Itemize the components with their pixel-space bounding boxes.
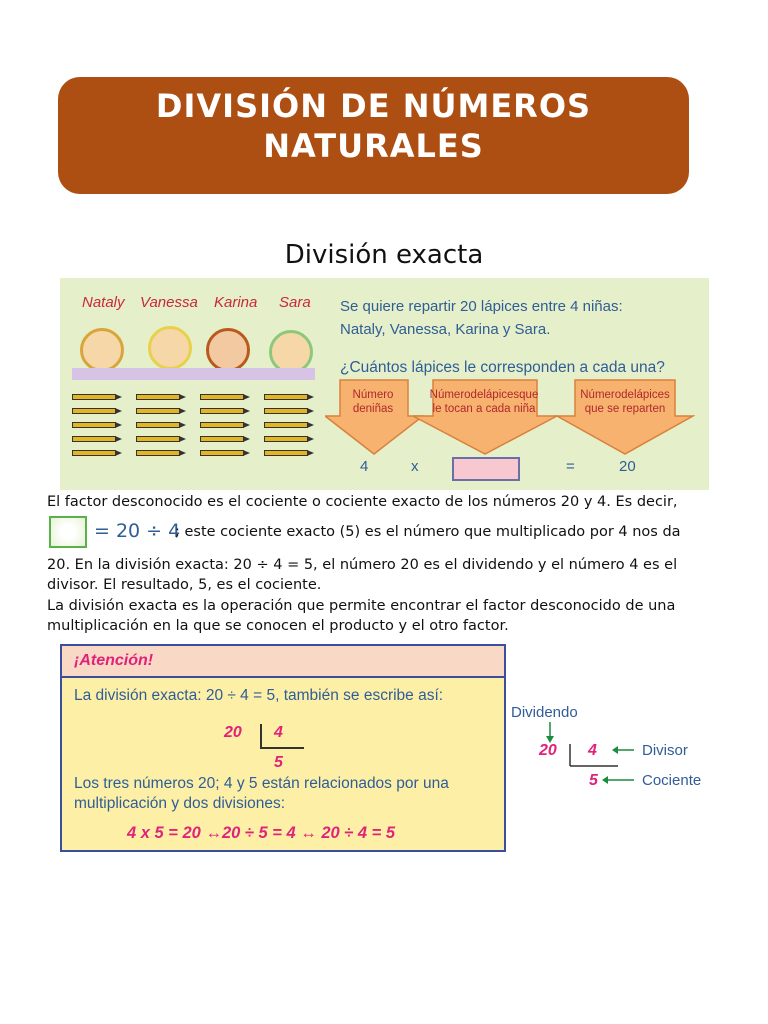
- attention-dividend: 20: [224, 724, 242, 741]
- pencil-icon: [72, 422, 116, 428]
- question-line-2: Nataly, Vanessa, Karina y Sara.: [340, 321, 551, 338]
- paragraph-1-line-3: 20. En la división exacta: 20 ÷ 4 = 5, el número 20 es el dividendo y el número 4 es el: [47, 557, 678, 573]
- blank-box: [452, 457, 520, 481]
- paragraph-1-line-2: ; este cociente exacto (5) es el número que multiplicado por 4 nos da: [175, 524, 681, 540]
- girl-nataly-icon: [80, 328, 124, 372]
- pencil-icon: [72, 450, 116, 456]
- arrow-3-label: Númerodelápices que se reparten: [580, 389, 670, 415]
- diagram-divisor: 4: [588, 742, 597, 759]
- pencil-icon: [264, 408, 308, 414]
- diagram-quotient: 5: [589, 772, 598, 789]
- pencil-icon: [200, 450, 244, 456]
- equation-left: 4: [360, 458, 369, 475]
- cociente-label: Cociente: [642, 772, 702, 789]
- name-sara: Sara: [279, 294, 311, 311]
- paragraph-2-line-2: multiplicación en la que se conocen el producto y el otro factor.: [47, 618, 509, 634]
- pencil-icon: [200, 436, 244, 442]
- division-bracket-horizontal: [260, 747, 304, 749]
- pencil-icon: [72, 408, 116, 414]
- pencil-icon: [200, 422, 244, 428]
- arrow-left-divisor-icon: [612, 746, 618, 754]
- pencil-icon: [200, 408, 244, 414]
- pencil-icon: [136, 394, 180, 400]
- section-subtitle: División exacta: [284, 240, 484, 270]
- attention-relation: 4 x 5 = 20 ↔20 ÷ 5 = 4 ↔ 20 ÷ 4 = 5: [127, 824, 396, 842]
- dividendo-label: Dividendo: [511, 704, 578, 721]
- pencil-icon: [72, 394, 116, 400]
- pencil-icon: [264, 394, 308, 400]
- attention-line-3: multiplicación y dos divisiones:: [74, 795, 286, 812]
- arrow-1-label: Número deniñas: [352, 389, 394, 415]
- divisor-label: Divisor: [642, 742, 688, 759]
- pencil-icon: [264, 422, 308, 428]
- pencil-icon: [136, 450, 180, 456]
- pencil-icon: [264, 450, 308, 456]
- attention-quotient: 5: [274, 754, 283, 771]
- name-nataly: Nataly: [82, 294, 125, 311]
- question-line-1: Se quiere repartir 20 lápices entre 4 niñas:: [340, 298, 623, 315]
- pencil-icon: [136, 422, 180, 428]
- attention-line-2: Los tres números 20; 4 y 5 están relacionados por una: [74, 775, 449, 792]
- pencil-icon: [72, 436, 116, 442]
- paragraph-1-line-4: divisor. El resultado, 5, es el cociente.: [47, 577, 322, 593]
- equation-times: x: [411, 458, 419, 475]
- paragraph-2-line-1: La división exacta es la operación que permite encontrar el factor desconocido de una: [47, 598, 676, 614]
- attention-divisor: 4: [274, 724, 283, 741]
- equation-equals: =: [566, 458, 575, 475]
- attention-heading: ¡Atención!: [74, 652, 154, 669]
- equation-right: 20: [619, 458, 636, 475]
- girl-vanessa-icon: [148, 326, 192, 370]
- pencil-icon: [200, 394, 244, 400]
- pencil-icon: [136, 436, 180, 442]
- answer-box: [49, 516, 87, 548]
- paragraph-1-line-1: El factor desconocido es el cociente o cociente exacto de los números 20 y 4. Es decir,: [47, 494, 678, 510]
- name-vanessa: Vanessa: [140, 294, 198, 311]
- attention-line-1: La división exacta: 20 ÷ 4 = 5, también se escribe así:: [74, 687, 444, 704]
- shelf: [72, 368, 315, 380]
- question-line-3: ¿Cuántos lápices le corresponden a cada una?: [340, 359, 665, 376]
- page-title: DIVISIÓN DE NÚMEROS NATURALES: [155, 87, 592, 165]
- arrow-left-cociente-icon: [602, 776, 608, 784]
- pencil-icon: [264, 436, 308, 442]
- arrow-2-label: Númerodelápicesque le tocan a cada niña: [429, 389, 539, 415]
- girl-karina-icon: [206, 328, 250, 372]
- diagram-dividend: 20: [539, 742, 557, 759]
- inline-formula: = 20 ÷ 4: [94, 520, 181, 542]
- name-karina: Karina: [214, 294, 258, 311]
- division-bracket-vertical: [260, 724, 262, 748]
- pencil-icon: [136, 408, 180, 414]
